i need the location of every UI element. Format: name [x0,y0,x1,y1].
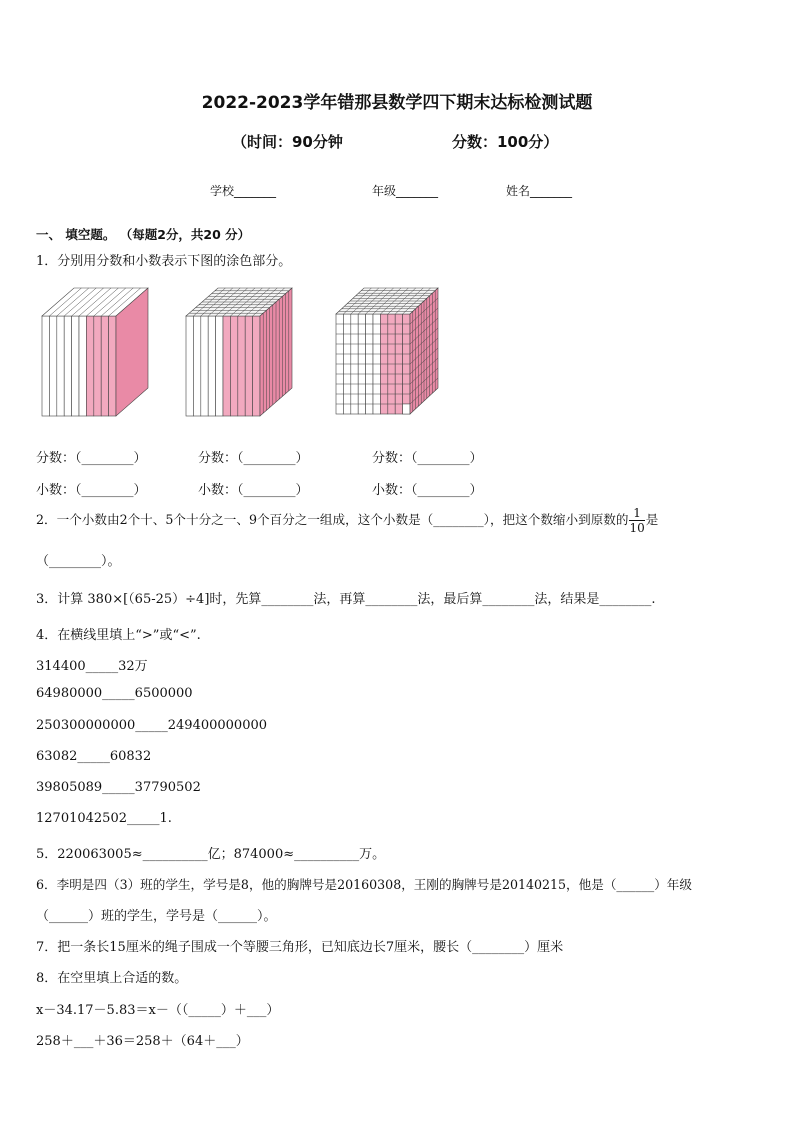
q8-line-1[interactable]: x－34.17－5.83＝x－（（_____）＋___） [36,1003,280,1018]
score-label: 分数：100分） [452,133,559,151]
block-column [101,316,108,416]
block-column [57,316,64,416]
q1-decimal-answer-3[interactable]: 小数：（________） [372,483,483,498]
block-column [208,316,215,416]
block-column [193,316,200,416]
block-column [201,316,208,416]
block-column [42,316,49,416]
page-title: 2022-2023学年错那县数学四下期末达标检测试题 [201,93,593,113]
q1-fraction-answer-3[interactable]: 分数：（________） [372,451,483,466]
q1-fraction-answer-1[interactable]: 分数：（________） [36,451,147,466]
q1-decimal-answer-1[interactable]: 小数：（________） [36,483,147,498]
q4-item-1[interactable]: 314400_____32万 [36,659,148,674]
question-6-cont: （______）班的学生，学号是（______）。 [36,909,277,924]
block-column [79,316,86,416]
block-column [49,316,56,416]
question-3: 3．计算 380×[（65-25）÷4]时，先算________法，再算________法，最后算________法，结果是________. [36,592,656,607]
figure-tenths-block [40,286,152,420]
q2-text-end: 是 [645,512,659,527]
fraction-numerator: 1 [629,506,644,521]
q4-item-2[interactable]: 64980000_____6500000 [36,686,193,701]
block-column [86,316,93,416]
block-column [186,316,193,416]
q2-text: 2．一个小数由2个十、5个十分之一、9个百分之一组成，这个小数是（________），把这个数缩小到原数的 [36,512,629,527]
q1-fraction-answer-2[interactable]: 分数：（________） [198,451,309,466]
question-7: 7．把一条长15厘米的绳子围成一个等腰三角形，已知底边长7厘米，腰长（________）厘米 [36,940,564,955]
block-column [253,316,260,416]
q4-item-6[interactable]: 12701042502_____1. [36,811,172,826]
name-field: 姓名_______ [506,184,573,198]
question-4: 4．在横线里填上“>”或“<”. [36,628,201,643]
figure-thousandths-block [334,284,440,420]
question-8: 8．在空里填上合适的数。 [36,971,188,986]
section-heading: 一、 填空题。 （每题2分，共20 分） [36,227,251,242]
block-column [216,316,223,416]
block-column [245,316,252,416]
school-field: 学校_______ [210,184,277,198]
fraction-denominator: 10 [629,521,645,535]
block-column [238,316,245,416]
figure-hundredths-block [184,286,296,420]
grade-field: 年级_______ [372,184,439,198]
question-1: 1．分别用分数和小数表示下图的涂色部分。 [36,254,292,269]
block-column [223,316,230,416]
question-6: 6．李明是四（3）班的学生，学号是8，他的胸牌号是20160308，王刚的胸牌号是20140215，他是（______）年级 [36,877,692,892]
one-tenth-fraction [629,506,644,535]
question-5: 5．220063005≈__________亿；874000≈__________万。 [36,847,386,862]
block-column [109,316,116,416]
q4-item-4[interactable]: 63082_____60832 [36,749,152,764]
q8-line-2[interactable]: 258＋___＋36＝258＋（64＋___） [36,1034,249,1049]
block-column [94,316,101,416]
q4-item-5[interactable]: 39805089_____37790502 [36,780,201,795]
q4-item-3[interactable]: 250300000000_____249400000000 [36,718,268,733]
q1-decimal-answer-2[interactable]: 小数：（________） [198,483,309,498]
question-2 [36,506,658,535]
time-label: （时间：90分钟 [232,133,343,151]
block-column [230,316,237,416]
question-2-answer[interactable]: （________）。 [36,554,121,569]
block-column [72,316,79,416]
block-column [64,316,71,416]
